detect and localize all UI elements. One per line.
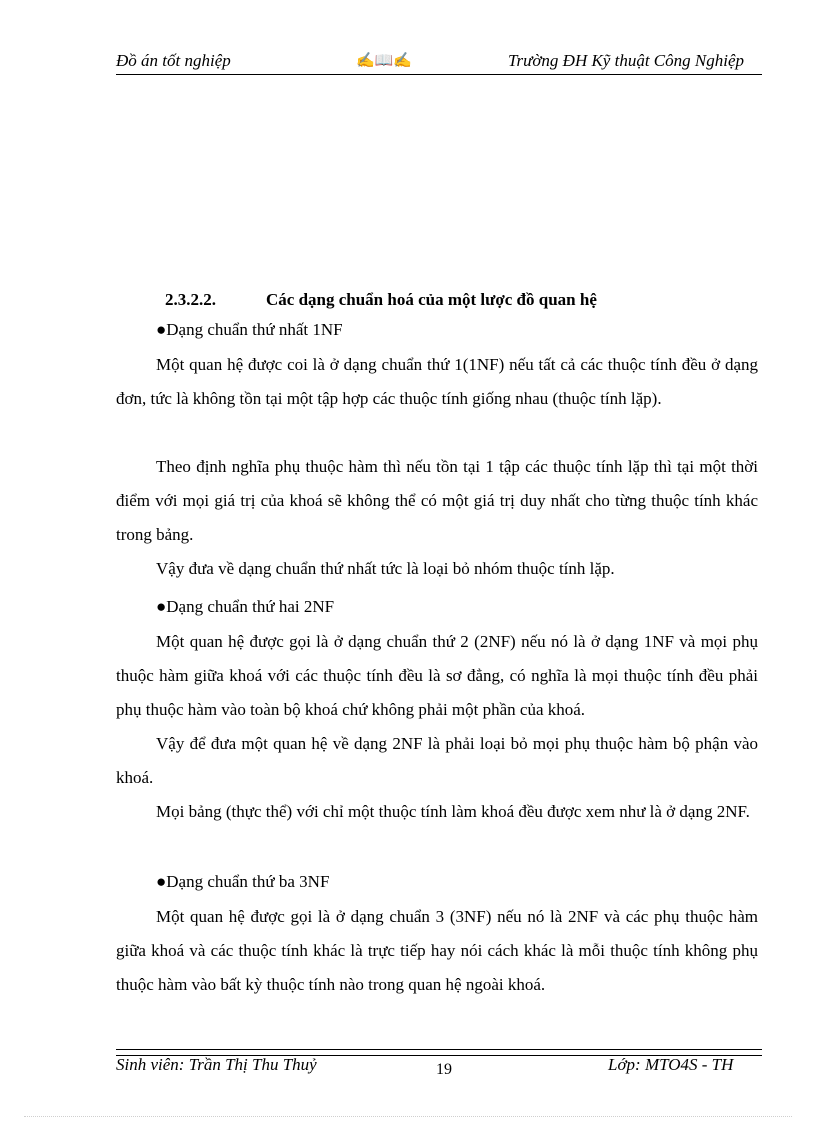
book-ornament-icon: ✍📖✍ xyxy=(356,53,413,69)
header-right-text: Trường ĐH Kỹ thuật Công Nghiệp xyxy=(507,51,744,70)
paragraph-2nf-method: Vậy để đưa một quan hệ về dạng 2NF là phải loại bỏ mọi phụ thuộc hàm bộ phận vào khoá. xyxy=(116,734,758,787)
paragraph-2nf-definition: Một quan hệ được gọi là ở dạng chuẩn thứ 2 (2NF) nếu nó là ở dạng 1NF và mọi phụ thuộc hàm giữa khoá với các thuộc tính đều là sơ đẳng, có nghĩa là mọi thuộc tính đều phải phụ thuộc hàm vào toàn bộ khoá chứ không phải một phần của khoá. xyxy=(116,632,758,719)
bullet-2nf: ●Dạng chuẩn thứ hai 2NF xyxy=(156,597,335,616)
paragraph-1nf-definition: Một quan hệ được coi là ở dạng chuẩn thứ 1(1NF) nếu tất cả các thuộc tính đều ở dạng đơn, tức là không tồn tại một tập hợp các thuộc tính giống nhau (thuộc tính lặp). xyxy=(116,355,758,408)
page-bottom-dotted-divider xyxy=(24,1116,792,1117)
footer-class: Lớp: MTO4S - TH xyxy=(608,1055,734,1074)
header-left-text: Đồ án tốt nghiệp xyxy=(116,51,231,70)
paragraph-3nf-definition: Một quan hệ được gọi là ở dạng chuẩn 3 (3NF) nếu nó là 2NF và các phụ thuộc hàm giữa khoá và các thuộc tính khác là trực tiếp hay nói cách khác là mỗi thuộc tính không phụ thuộc hàm vào bất kỳ thuộc tính nào trong quan hệ ngoài khoá. xyxy=(116,907,758,994)
paragraph-1nf-explanation: Theo định nghĩa phụ thuộc hàm thì nếu tồn tại 1 tập các thuộc tính lặp thì tại một thời điểm với mọi giá trị của khoá sẽ không thể có một giá trị duy nhất cho từng thuộc tính khác trong bảng. xyxy=(116,457,758,544)
page-number: 19 xyxy=(436,1061,452,1078)
section-heading xyxy=(165,290,597,310)
paragraph-2nf-note: Mọi bảng (thực thể) với chỉ một thuộc tính làm khoá đều được xem như là ở dạng 2NF. xyxy=(156,802,750,821)
section-number: 2.3.2.2. xyxy=(165,290,216,309)
page-header xyxy=(116,48,762,75)
bullet-1nf: ●Dạng chuẩn thứ nhất 1NF xyxy=(156,320,343,339)
footer-student: Sinh viên: Trần Thị Thu Thuỷ xyxy=(116,1055,317,1074)
bullet-3nf: ●Dạng chuẩn thứ ba 3NF xyxy=(156,872,330,891)
paragraph-1nf-conclusion: Vậy đưa về dạng chuẩn thứ nhất tức là loại bỏ nhóm thuộc tính lặp. xyxy=(156,559,615,578)
section-title: Các dạng chuẩn hoá của một lược đồ quan hệ xyxy=(266,290,597,309)
